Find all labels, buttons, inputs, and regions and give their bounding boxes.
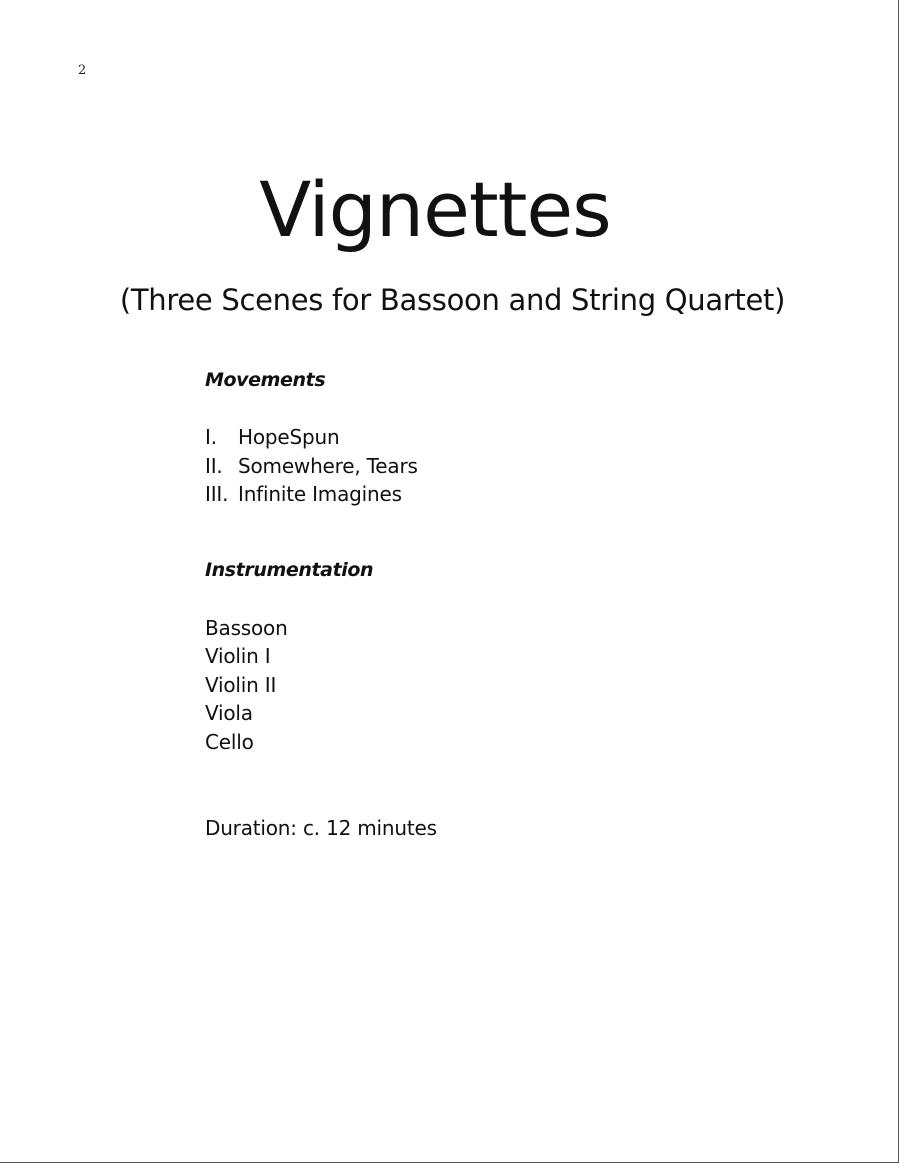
- movements-heading: Movements: [205, 369, 326, 391]
- movements-list: [205, 423, 437, 509]
- movement-item: [205, 423, 437, 452]
- duration-text: Duration: c. 12 minutes: [205, 816, 437, 840]
- document-body: [205, 366, 437, 843]
- movement-name: HopeSpun: [238, 425, 340, 449]
- movement-item: [205, 452, 437, 481]
- movement-numeral: I.: [205, 425, 217, 449]
- movement-name: Somewhere, Tears: [238, 453, 418, 478]
- document-title: Vignettes: [259, 165, 611, 254]
- movement-item: [205, 480, 437, 509]
- movement-numeral: III.: [205, 482, 229, 506]
- instrument-item: Bassoon: [205, 615, 288, 640]
- instrument-item: Violin I: [205, 644, 271, 668]
- instrument-item: Cello: [205, 729, 254, 754]
- document-subtitle: (Three Scenes for Bassoon and String Quartet): [119, 283, 786, 317]
- instrument-item: Viola: [205, 701, 253, 725]
- page-number: 2: [78, 63, 87, 78]
- instrumentation-list: [205, 614, 437, 757]
- instrument-item: Violin II: [205, 672, 277, 697]
- instrumentation-heading: Instrumentation: [205, 558, 374, 581]
- movement-numeral: II.: [205, 453, 223, 478]
- movement-name: Infinite Imagines: [238, 482, 402, 506]
